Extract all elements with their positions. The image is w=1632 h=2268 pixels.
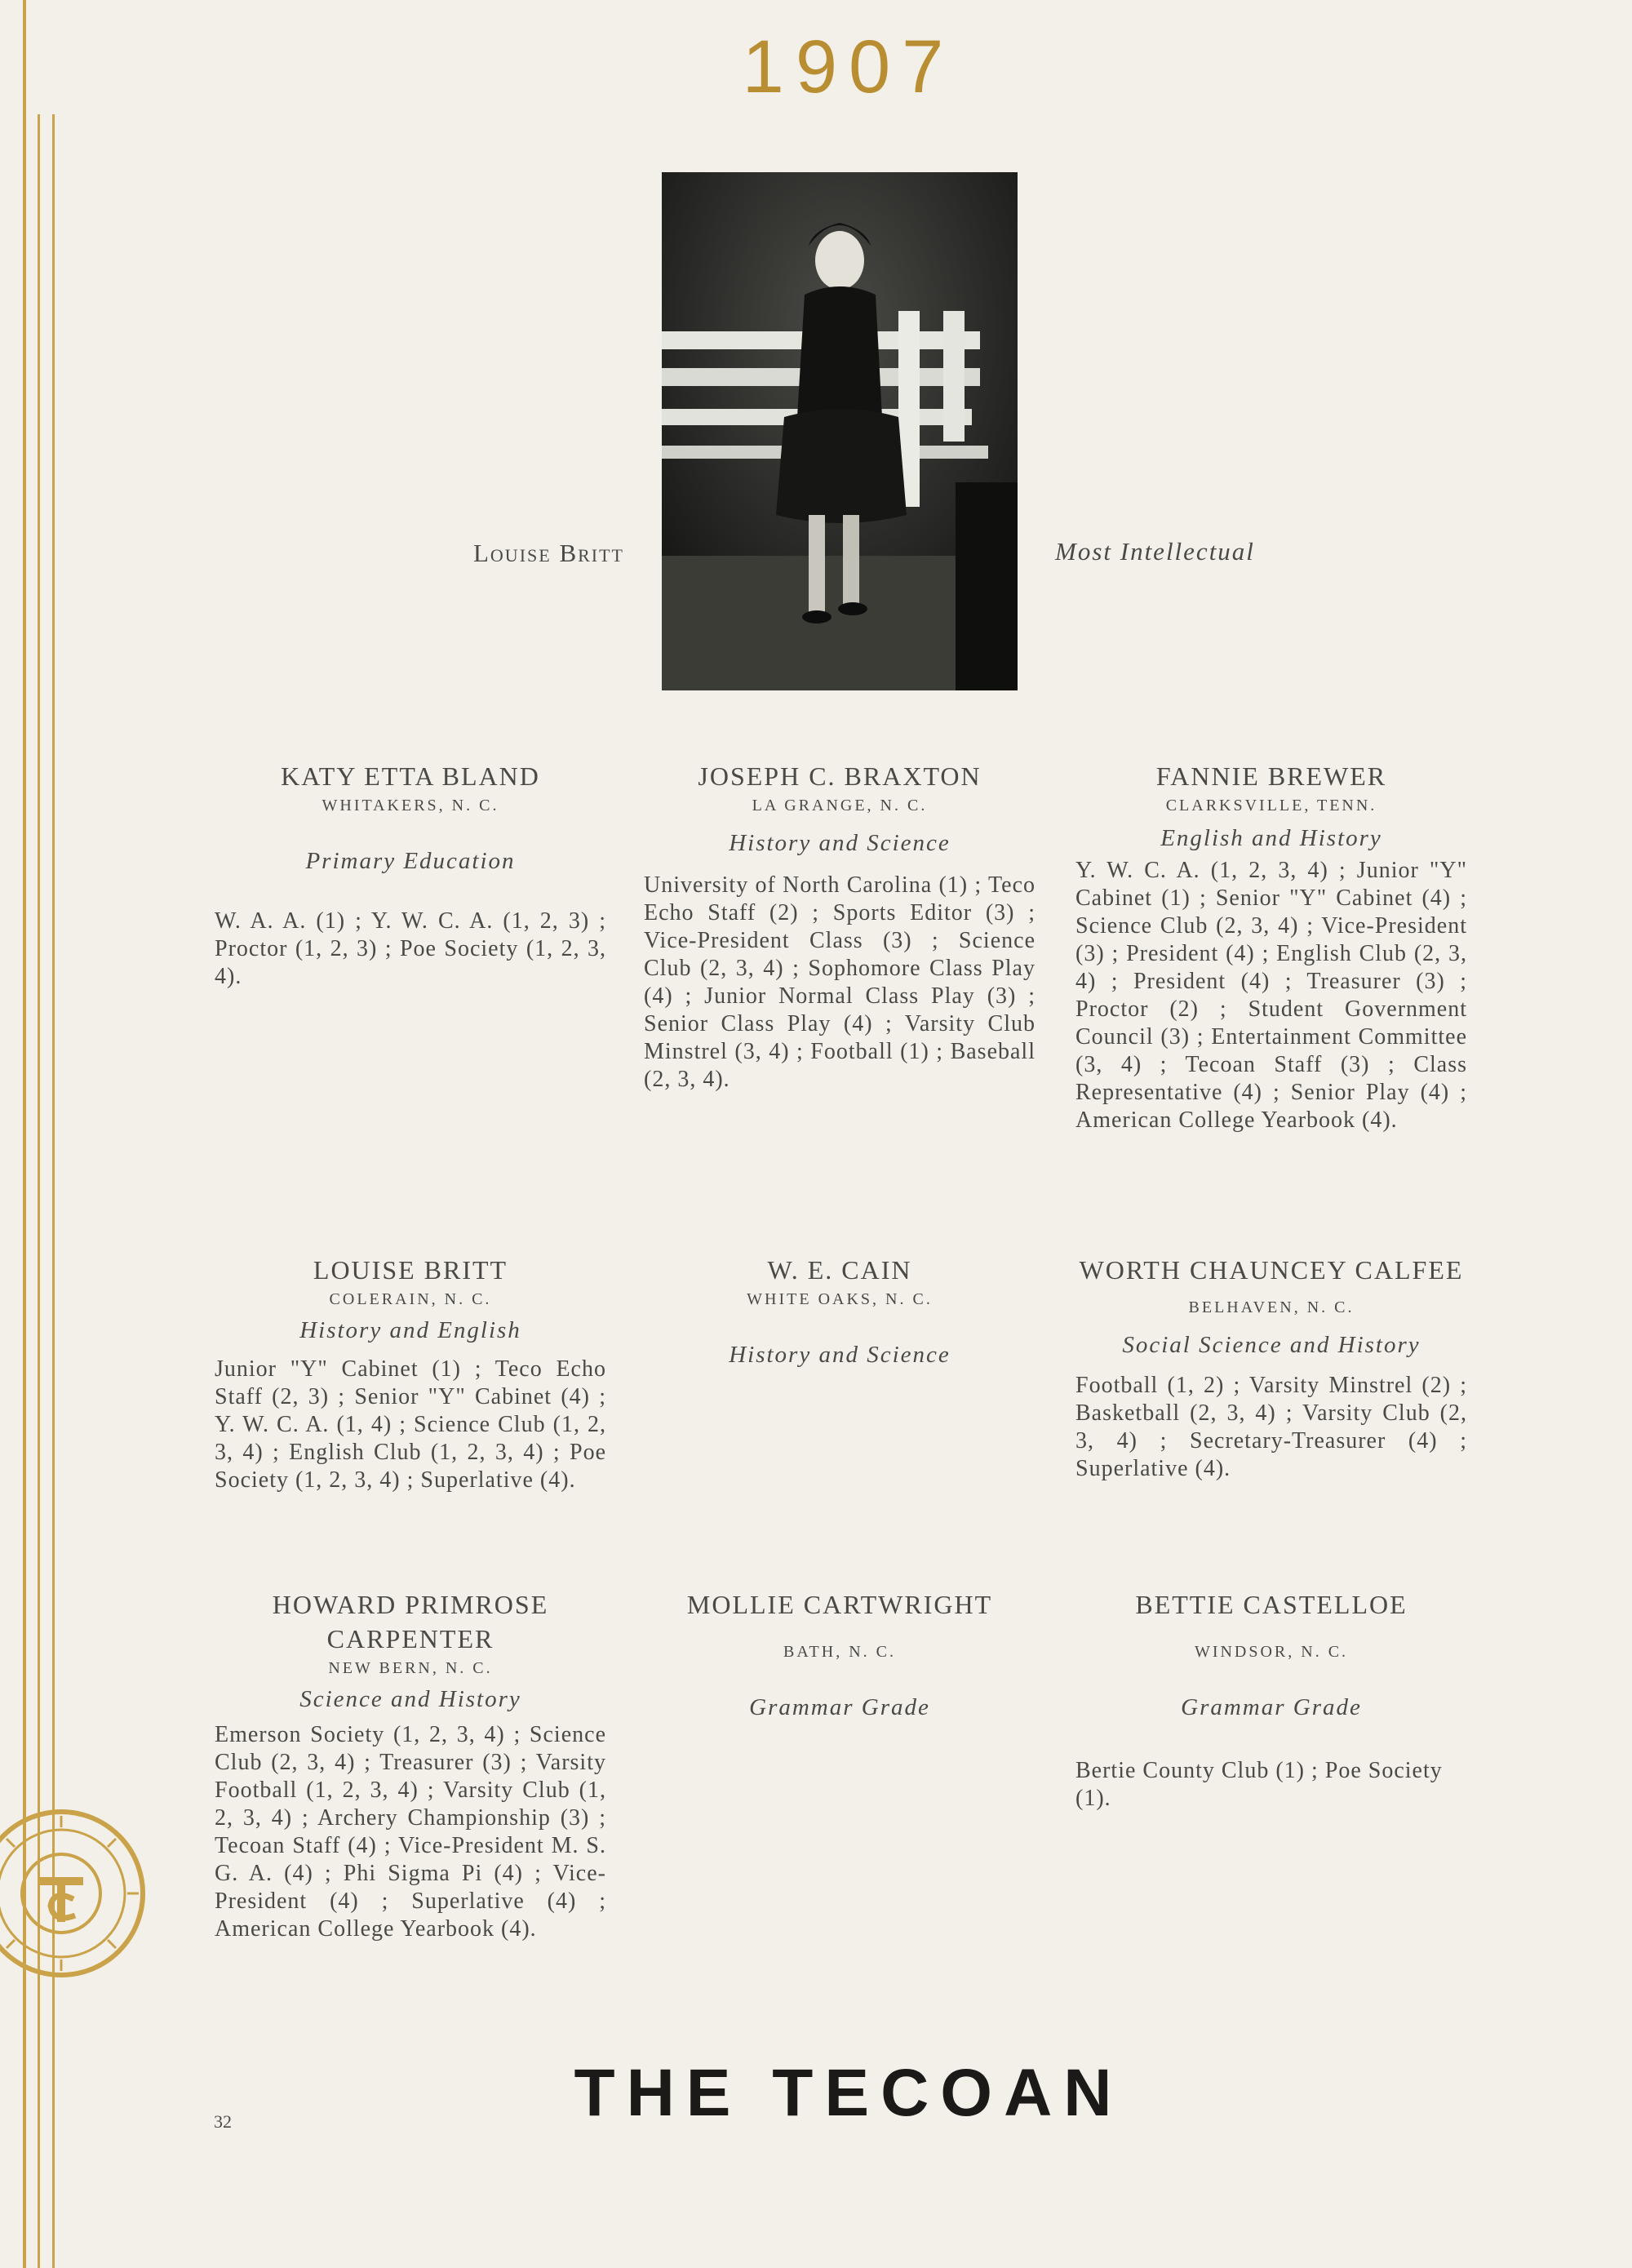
senior-entry [644,1253,1036,1369]
senior-course: History and Science [729,830,951,856]
senior-entry [1075,1253,1467,1483]
photo-caption-name: Louise Britt [472,539,624,567]
senior-hometown: LA GRANGE, N. C. [752,797,928,814]
senior-name: MOLLIE CARTWRIGHT [686,1590,993,1619]
page-number: 32 [214,2111,232,2132]
senior-activities: University of North Carolina (1) ; Teco Echo Staff (2) ; Sports Editor (3) ; Vice-President Class (3) ; Science Club (2, 3, 4) ; Sophomore Class Play (4) ; Junior Normal Class Play (3) ; Senior Class Play (4) ; Varsity Club Minstrel (3, 4) ; Football (1) ; Baseball (2, 3, 4). [644,872,1036,1092]
senior-entry [215,759,606,991]
senior-name: KATY ETTA BLAND [281,761,540,791]
senior-course: Science and History [299,1686,521,1712]
senior-entry [644,759,1036,1094]
senior-course: Grammar Grade [749,1694,930,1720]
senior-name: WORTH CHAUNCEY CALFEE [1079,1255,1464,1285]
page-year: 1907 [742,25,956,109]
senior-course: History and Science [729,1342,951,1368]
senior-entry [1075,759,1467,1134]
senior-hometown: BATH, N. C. [783,1643,896,1661]
senior-activities: Y. W. C. A. (1, 2, 3, 4) ; Junior "Y" Cabinet (1) ; Senior "Y" Cabinet (4) ; Science Club (2, 3, 4) ; Vice-President (3) ; President (4) ; English Club (2, 3, 4) ; President (4) ; Treasurer (3) ; Proctor (2) ; Student Government Council (3) ; Entertainment Committee (3, 4) ; Tecoan Staff (3) ; Class Representative (4) ; Senior Play (4) ; American College Yearbook (4). [1075,858,1467,1133]
senior-course: Social Science and History [1122,1332,1421,1358]
senior-hometown: COLERAIN, N. C. [329,1290,492,1308]
senior-course: Grammar Grade [1181,1694,1362,1720]
senior-hometown: BELHAVEN, N. C. [1188,1298,1355,1316]
senior-activities: W. A. A. (1) ; Y. W. C. A. (1, 2, 3) ; Proctor (1, 2, 3) ; Poe Society (1, 2, 3, 4). [215,908,606,989]
senior-name: FANNIE BREWER [1155,761,1387,791]
senior-activities: Football (1, 2) ; Varsity Minstrel (2) ; Basketball (2, 3, 4) ; Varsity Club (2, 3, 4) ; Secretary-Treasurer (4) ; Superlative (4). [1075,1373,1467,1481]
senior-entry [215,1253,606,1494]
senior-entry [1075,1587,1467,1813]
senior-entry [215,1587,606,1943]
yearbook-title: THE TECOAN [574,2056,1124,2130]
senior-activities: Junior "Y" Cabinet (1) ; Teco Echo Staff (2, 3) ; Senior "Y" Cabinet (4) ; Y. W. C. A. (1, 4) ; Science Club (1, 2, 3, 4) ; English Club (1, 2, 3, 4) ; Poe Society (1, 2, 3, 4) ; Superlative (4). [215,1356,606,1493]
senior-entry [644,1587,1036,1721]
senior-course: Primary Education [305,848,516,874]
portrait-photo [662,172,1018,690]
senior-hometown: WINDSOR, N. C. [1194,1643,1349,1661]
senior-hometown: NEW BERN, N. C. [328,1659,493,1677]
college-seal-icon [0,1808,147,1979]
senior-activities: Emerson Society (1, 2, 3, 4) ; Science Club (2, 3, 4) ; Treasurer (3) ; Varsity Football (1, 2, 3, 4) ; Varsity Club (1, 2, 3, 4) ; Archery Championship (3) ; Tecoan Staff (4) ; Vice-President M. S. G. A. (4) ; Phi Sigma Pi (4) ; Vice-President (4) ; Superlative (4) ; American College Yearbook (4). [215,1722,606,1942]
senior-name: HOWARD PRIMROSE CARPENTER [272,1590,549,1653]
photo-caption-superlative: Most Intellectual [1055,537,1255,566]
senior-name: JOSEPH C. BRAXTON [698,761,982,791]
senior-name: W. E. CAIN [767,1255,912,1285]
senior-course: History and English [299,1317,521,1343]
senior-hometown: CLARKSVILLE, TENN. [1165,797,1377,814]
senior-hometown: WHITAKERS, N. C. [322,797,499,814]
senior-course: English and History [1160,825,1382,851]
senior-name: LOUISE BRITT [313,1255,508,1285]
senior-hometown: WHITE OAKS, N. C. [747,1290,933,1308]
senior-activities: Bertie County Club (1) ; Poe Society (1). [1075,1758,1443,1811]
senior-name: BETTIE CASTELLOE [1135,1590,1408,1619]
